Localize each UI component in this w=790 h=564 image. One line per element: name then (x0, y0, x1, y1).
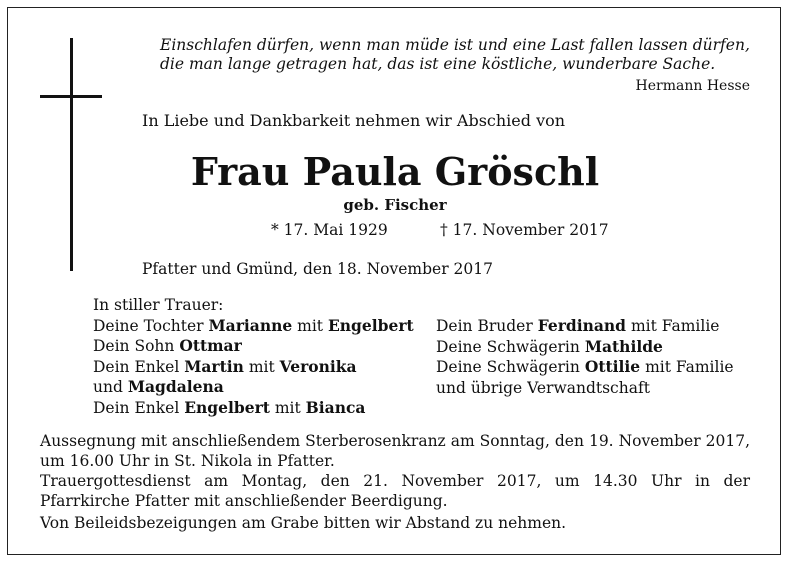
mourner-row: Deine Schwägerin Ottilie mit Familie (436, 357, 734, 376)
mourner-row: Deine Schwägerin Mathilde (436, 336, 663, 356)
deceased-name: Frau Paula Gröschl (190, 149, 600, 194)
quote-author: Hermann Hesse (635, 78, 750, 94)
mourner-row: und Magdalena (93, 377, 224, 396)
quote-line-2: die man lange getragen hat, das ist eine köstliche, wunderbare Sache. (160, 55, 716, 73)
condolence-notice: Von Beileidsbezeigungen am Grabe bitten wir Abstand zu nehmen. (40, 514, 567, 532)
mourner-row: Dein Enkel Engelbert mit Bianca (93, 397, 366, 417)
mourners-right (436, 316, 734, 398)
mourner-row: Dein Bruder Ferdinand mit Familie (436, 316, 720, 335)
mourner-row: Deine Tochter Marianne mit Engelbert (93, 315, 414, 335)
service-notice: Trauergottesdienst am Montag, den 21. November 2017, um 14.30 Uhr in der Pfarrkirche Pfatter mit anschließender Beerdigung. (40, 472, 750, 511)
mourner-row: Dein Sohn Ottmar (93, 336, 242, 355)
place-date: Pfatter und Gmünd, den 18. November 2017 (142, 260, 493, 278)
mourner-row: Dein Enkel Martin mit Veronika (93, 356, 357, 376)
mourners-left (93, 295, 414, 418)
birth-date: * 17. Mai 1929 (271, 221, 388, 239)
intro-text: In Liebe und Dankbarkeit nehmen wir Abschied von (142, 111, 566, 130)
death-date: † 17. November 2017 (440, 221, 609, 239)
funeral-notice: Aussegnung mit anschließendem Sterberosenkranz am Sonntag, den 19. November 2017, um 16.00 Uhr in St. Nikola in Pfatter. (40, 432, 750, 471)
quote-line-1: Einschlafen dürfen, wenn man müde ist und eine Last fallen lassen dürfen, (160, 36, 750, 54)
quote (160, 36, 750, 74)
mourner-row: und übrige Verwandtschaft (436, 378, 650, 397)
maiden-name: geb. Fischer (343, 196, 447, 214)
cross-icon-bar (40, 95, 102, 98)
mourners-heading: In stiller Trauer: (93, 296, 224, 314)
